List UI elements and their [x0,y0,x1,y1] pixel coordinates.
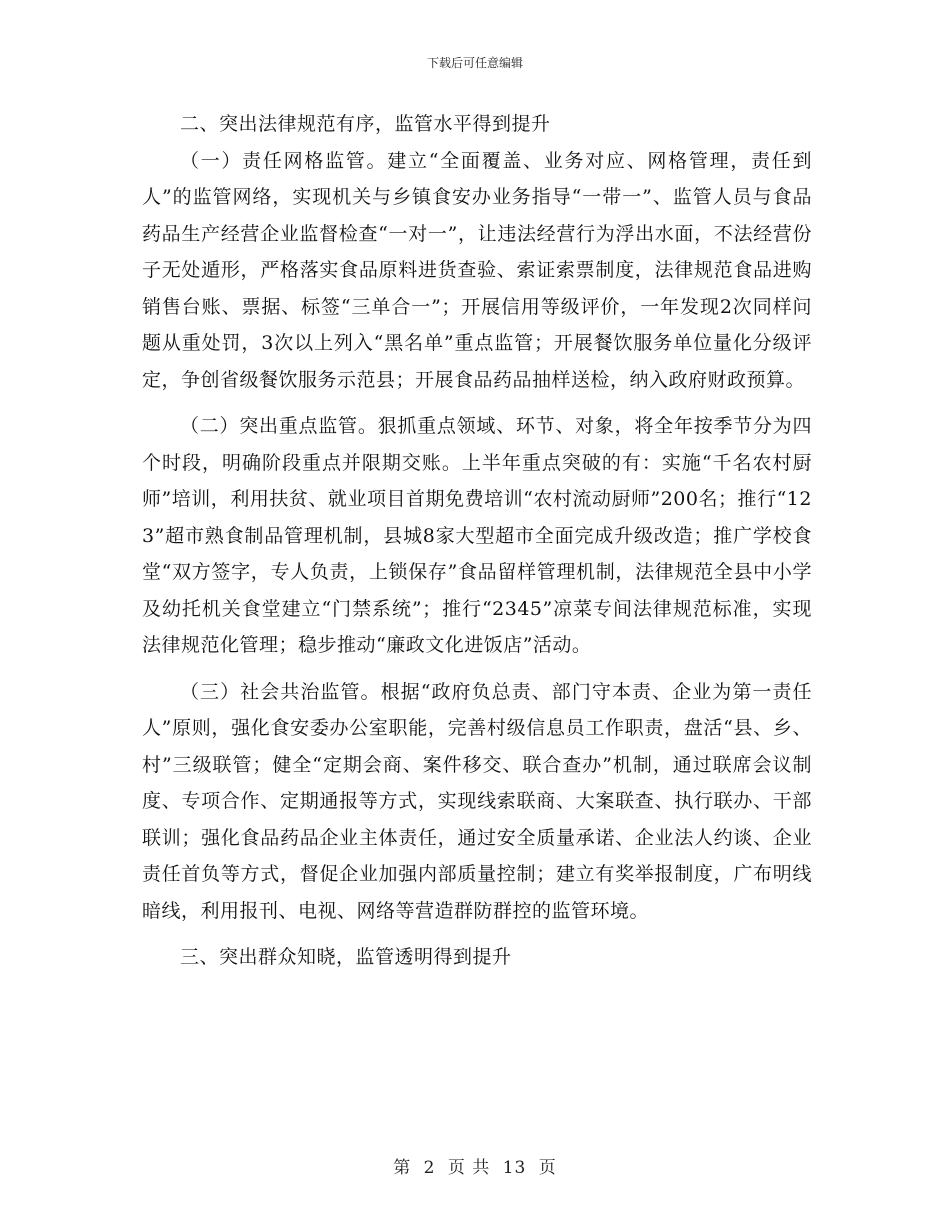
total-pages-number: 13 [502,1158,527,1178]
footer-prefix: 第 [393,1158,412,1178]
current-page-number: 2 [423,1158,436,1178]
page-footer [0,1153,950,1178]
paragraph-key-supervision: （二）突出重点监管。狠抓重点领域、环节、对象，将全年按季节分为四个时段，明确阶段重点并限期交账。上半年重点突破的有：实施“千名农村厨师”培训，利用扶贫、就业项目首期免费培训“农村流动厨师”200名；推行“123”超市熟食制品管理机制，县城8家大型超市全面完成升级改造；推广学校食堂“双方签字，专人负责，上锁保存”食品留样管理机制，法律规范全县中小学及幼托机关食堂建立“门禁系统”；推行“2345”凉菜专间法律规范标准，实现法律规范化管理；稳步推动“廉政文化进饭店”活动。 [142,415,812,656]
section-heading-3: 三、突出群众知晓，监管透明得到提升 [180,946,512,968]
document-body [142,106,812,976]
paragraph-social-cogovernance: （三）社会共治监管。根据“政府负总责、部门守本责、企业为第一责任人”原则，强化食安委办公室职能，完善村级信息员工作职责，盘活“县、乡、村”三级联管；健全“定期会商、案件移交、联合查办”机制，通过联席会议制度、专项合作、定期通报等方式，实现线索联商、大案联查、执行联办、干部联训；强化食品药品企业主体责任，通过安全质量承诺、企业法人约谈、企业责任首负等方式，督促企业加强内部质量控制；建立有奖举报制度，广布明线暗线，利用报刊、电视、网络等营造群防群控的监管环境。 [142,680,812,922]
footer-middle: 页 共 [447,1158,491,1178]
paragraph-grid-supervision: （一）责任网格监管。建立“全面覆盖、业务对应、网格管理，责任到人”的监管网络，实现机关与乡镇食安办业务指导“一带一”、监管人员与食品药品生产经营企业监督检查“一对一”，让违法经营行为浮出水面，不法经营份子无处遁形，严格落实食品原料进货查验、索证索票制度，法律规范食品进购销售台账、票据、标签“三单合一”；开展信用等级评价，一年发现2次同样问题从重处罚，3次以上列入“黑名单”重点监管；开展餐饮服务单位量化分级评定，争创省级餐饮服务示范县；开展食品药品抽样送检，纳入政府财政预算。 [142,149,812,391]
footer-suffix: 页 [538,1158,557,1178]
header-note: 下载后可任意编辑 [426,56,523,70]
section-heading-2: 二、突出法律规范有序，监管水平得到提升 [180,113,551,135]
